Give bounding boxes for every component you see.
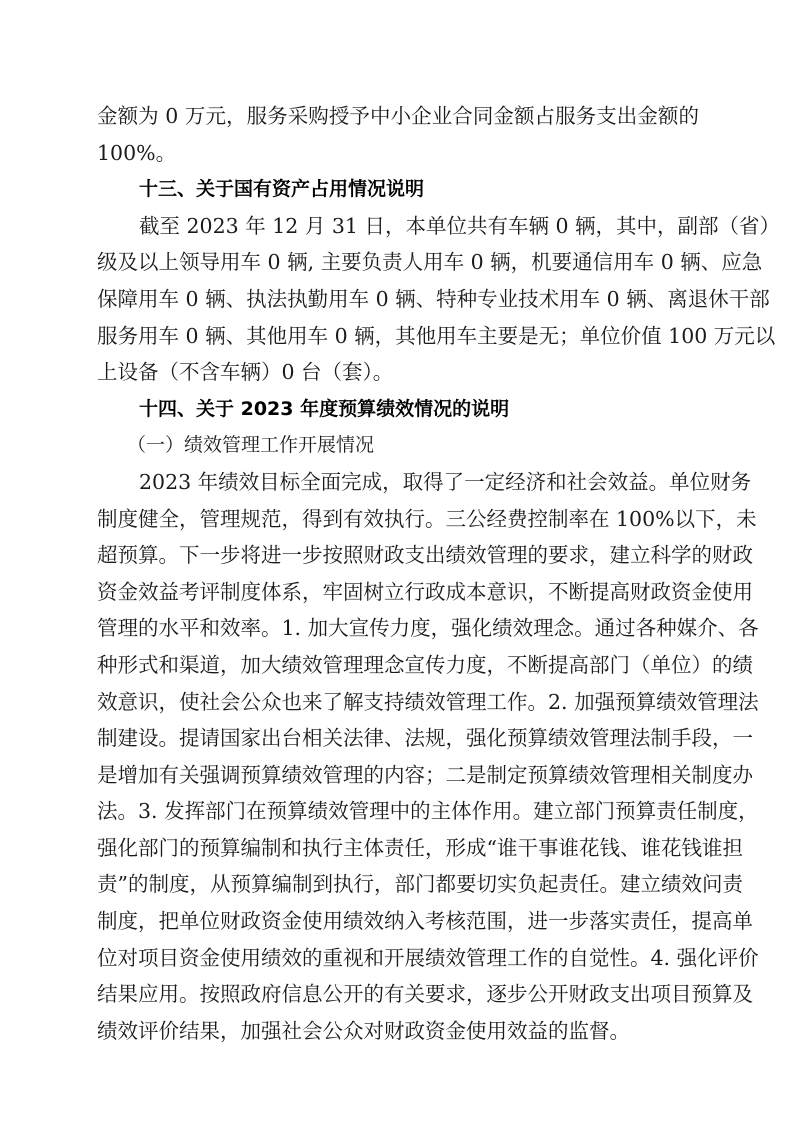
paragraph-line: 服务用车 0 辆、其他用车 0 辆，其他用车主要是无；单位价值 100 万元以: [97, 323, 776, 348]
paragraph-line: 责”的制度，从预算编制到执行，部门都要切实负起责任。建立绩效问责: [97, 872, 743, 897]
paragraph-line: 制度，把单位财政资金使用绩效纳入考核范围，进一步落实责任，提高单: [97, 909, 753, 934]
document-page: [97, 98, 781, 1049]
paragraph-line: 上设备（不含车辆）0 台（套）。: [97, 360, 394, 385]
paragraph-line: 种形式和渠道，加大绩效管理理念宣传力度，不断提高部门（单位）的绩: [97, 652, 753, 677]
section-14-heading: 十四、关于 2023 年度预算绩效情况的说明: [139, 397, 510, 420]
paragraph-line: 法。3. 发挥部门在预算绩效管理中的主体作用。建立部门预算责任制度，: [97, 799, 759, 824]
section-13-heading: 十三、关于国有资产占用情况说明: [139, 178, 425, 201]
paragraph-line: 强化部门的预算编制和执行主体责任，形成“谁干事谁花钱、谁花钱谁担: [97, 835, 743, 860]
paragraph-line: 效意识，使社会公众也来了解支持绩效管理工作。2. 加强预算绩效管理法: [97, 689, 759, 714]
paragraph-line: 100%。: [97, 140, 177, 165]
section-14-subheading: （一）绩效管理工作开展情况: [127, 434, 375, 457]
paragraph-line: 截至 2023 年 12 月 31 日，本单位共有车辆 0 辆，其中，副部（省）: [139, 213, 781, 238]
paragraph-line: 金额为 0 万元，服务采购授予中小企业合同金额占服务支出金额的: [97, 104, 699, 128]
paragraph-line: 制度健全，管理规范，得到有效执行。三公经费控制率在 100%以下，未: [97, 506, 757, 531]
paragraph-line: 超预算。下一步将进一步按照财政支出绩效管理的要求，建立科学的财政: [97, 543, 753, 568]
continuation-paragraph: [97, 98, 699, 171]
paragraph-line: 结果应用。按照政府信息公开的有关要求，逐步公开财政支出项目预算及: [97, 982, 753, 1007]
paragraph-line: 级及以上领导用车 0 辆, 主要负责人用车 0 辆，机要通信用车 0 辆、应急: [97, 250, 763, 275]
paragraph-line: 绩效评价结果，加强社会公众对财政资金使用效益的监督。: [97, 1018, 630, 1043]
paragraph-line: 管理的水平和效率。1. 加大宣传力度，强化绩效理念。通过各种媒介、各: [97, 616, 759, 641]
section-13-paragraph: [97, 208, 781, 391]
paragraph-line: 资金效益考评制度体系，牢固树立行政成本意识，不断提高财政资金使用: [97, 579, 753, 604]
paragraph-line: 保障用车 0 辆、执法执勤用车 0 辆、特种专业技术用车 0 辆、离退休干部: [97, 286, 770, 311]
section-14-paragraph: [97, 464, 759, 1050]
paragraph-line: 是增加有关强调预算绩效管理的内容；二是制定预算绩效管理相关制度办: [97, 762, 753, 787]
paragraph-line: 位对项目资金使用绩效的重视和开展绩效管理工作的自觉性。4. 强化评价: [97, 945, 759, 970]
paragraph-line: 制建设。提请国家出台相关法律、法规，强化预算绩效管理法制手段，一: [97, 726, 753, 751]
paragraph-line: 2023 年绩效目标全面完成，取得了一定经济和社会效益。单位财务: [139, 469, 752, 494]
